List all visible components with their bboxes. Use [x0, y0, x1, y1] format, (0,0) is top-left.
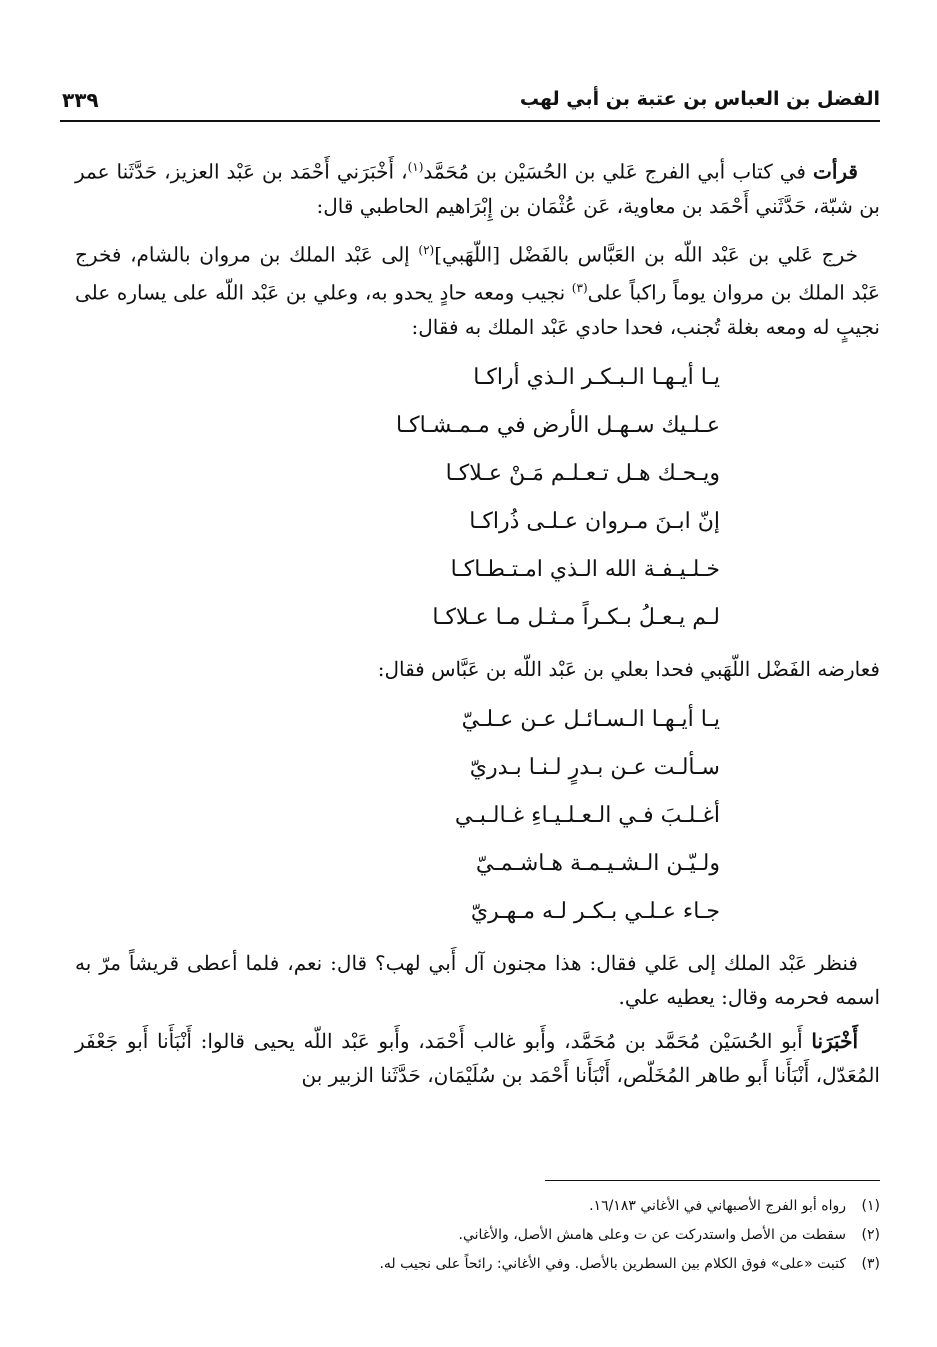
verse-line: يـا أيـهـا الـبـكـر الـذي أراكـا — [473, 364, 720, 390]
paragraph-text: فنظر عَبْد الملك إلى عَلي فقال: هذا مجنون آل أَبي لهب؟ قال: نعم، فلما أعطى قريشاً مرّ به اسمه فحرمه وقال: يعطيه علي. — [75, 950, 880, 1009]
verse-line: سـألـت عـن بـدرٍ لـنـا بـدريّ — [469, 754, 720, 780]
verse-line: عـلـيك سـهـل الأرض في مـمـشـاكـا — [396, 412, 720, 438]
paragraph-text: فعارضه الفَضْل اللّهَبي فحدا بعلي بن عَبْد اللّه بن عَبَّاس فقال: — [377, 656, 880, 681]
footnote-number: (٣) — [861, 1256, 880, 1272]
page-number: ٣٣٩ — [62, 88, 99, 112]
verse-line: ويـحـك هـل تـعـلـم مَـنْ عـلاكـا — [445, 460, 720, 486]
verse-line: إنّ ابـنَ مـروان عـلـى ذُراكـا — [469, 508, 720, 534]
paragraph-text: خرج عَلي بن عَبْد اللّه بن العَبَّاس بالفَضْل [اللّهَبي] — [434, 242, 858, 267]
footnotes — [100, 1192, 880, 1279]
paragraph-text: نجيب ومعه حادٍ يحدو به، وعلي بن عَبْد اللّه على يساره على نجيبٍ له ومعه بغلة تُجنب، فحدا حادي عَبْد الملك به فقال: — [75, 280, 880, 339]
footnote-item — [100, 1221, 880, 1250]
footnote-item — [100, 1192, 880, 1221]
footnote-divider — [545, 1180, 880, 1181]
poem-1 — [75, 354, 880, 642]
verse-line: يـا أيـهـا الـسـائـل عـن عـلـيّ — [461, 706, 720, 732]
footnote-number: (١) — [861, 1198, 880, 1214]
paragraph-text: أَبو الحُسَيْن مُحَمَّد بن مُحَمَّد، وأَبو غالب أَحْمَد، وأَبو عَبْد اللّه يحيى قالوا: أَنْبَأَنا أَبو جَعْفَر المُعَدّل، أَنْبَأَنا أَبو طاهر المُخَلّص، أَنْبَأَنا أَحْمَد بن سُلَيْمَان، حَدَّثَنا الزبير بن — [75, 1028, 880, 1087]
lead-word: أَخْبَرَنا — [811, 1028, 858, 1053]
paragraph-3 — [75, 652, 880, 686]
footnote-text: رواه أبو الفرج الأصبهاني في الأغاني ١٦/١٨٣. — [589, 1198, 846, 1214]
verse-line: خـلـيـفـة الله الـذي امـتـطـاكـا — [450, 556, 720, 582]
verse-line: أغـلـبَ فـي الـعـلـيـاءِ غـالـبـي — [454, 802, 720, 828]
verse-line: لـم يـعـلُ بـكـراً مـثـل مـا عـلاكـا — [432, 604, 720, 630]
footnote-text: كتبت «على» فوق الكلام بين السطرين بالأصل. وفي الأغاني: رائحاً على نجيب له. — [379, 1256, 846, 1272]
poem-2 — [75, 696, 880, 936]
paragraph-5 — [75, 1024, 880, 1092]
paragraph-1 — [75, 150, 880, 223]
paragraph-text: في كتاب أبي الفرج عَلي بن الحُسَيْن بن مُحَمَّد — [423, 159, 814, 184]
chapter-title: الفضل بن العباس بن عتبة بن أبي لهب — [519, 88, 880, 110]
paragraph-2 — [75, 233, 880, 344]
lead-word: قرأت — [813, 159, 858, 184]
paragraph-4 — [75, 946, 880, 1014]
footnote-item — [100, 1250, 880, 1279]
footnote-marker[interactable]: (١) — [407, 160, 424, 174]
paragraph-text: ، أَخْبَرَني أَحْمَد بن عَبْد العزيز، حَدَّثَنا عمر بن شبّة، حَدَّثَني أَحْمَد بن معاوية، عَن عُثْمَان بن إِبْرَاهيم الحاطبي قال: — [75, 159, 880, 218]
paragraph-text: إلى عَبْد الملك بن مروان بالشام، فخرج عَبْد الملك بن مروان يوماً راكباً على — [75, 242, 880, 305]
main-text — [75, 150, 880, 1102]
footnote-text: سقطت من الأصل واستدركت عن ت وعلى هامش الأصل، والأغاني. — [458, 1227, 846, 1243]
footnote-marker[interactable]: (٣) — [571, 281, 588, 296]
verse-line: ولـيّـن الـشـيـمـة هـاشـمـيّ — [475, 850, 720, 876]
running-header — [60, 84, 880, 122]
footnote-number: (٢) — [861, 1227, 880, 1243]
footnote-marker[interactable]: (٢) — [418, 242, 435, 257]
verse-line: جـاء عـلـي بـكـر لـه مـهـريّ — [470, 898, 720, 924]
